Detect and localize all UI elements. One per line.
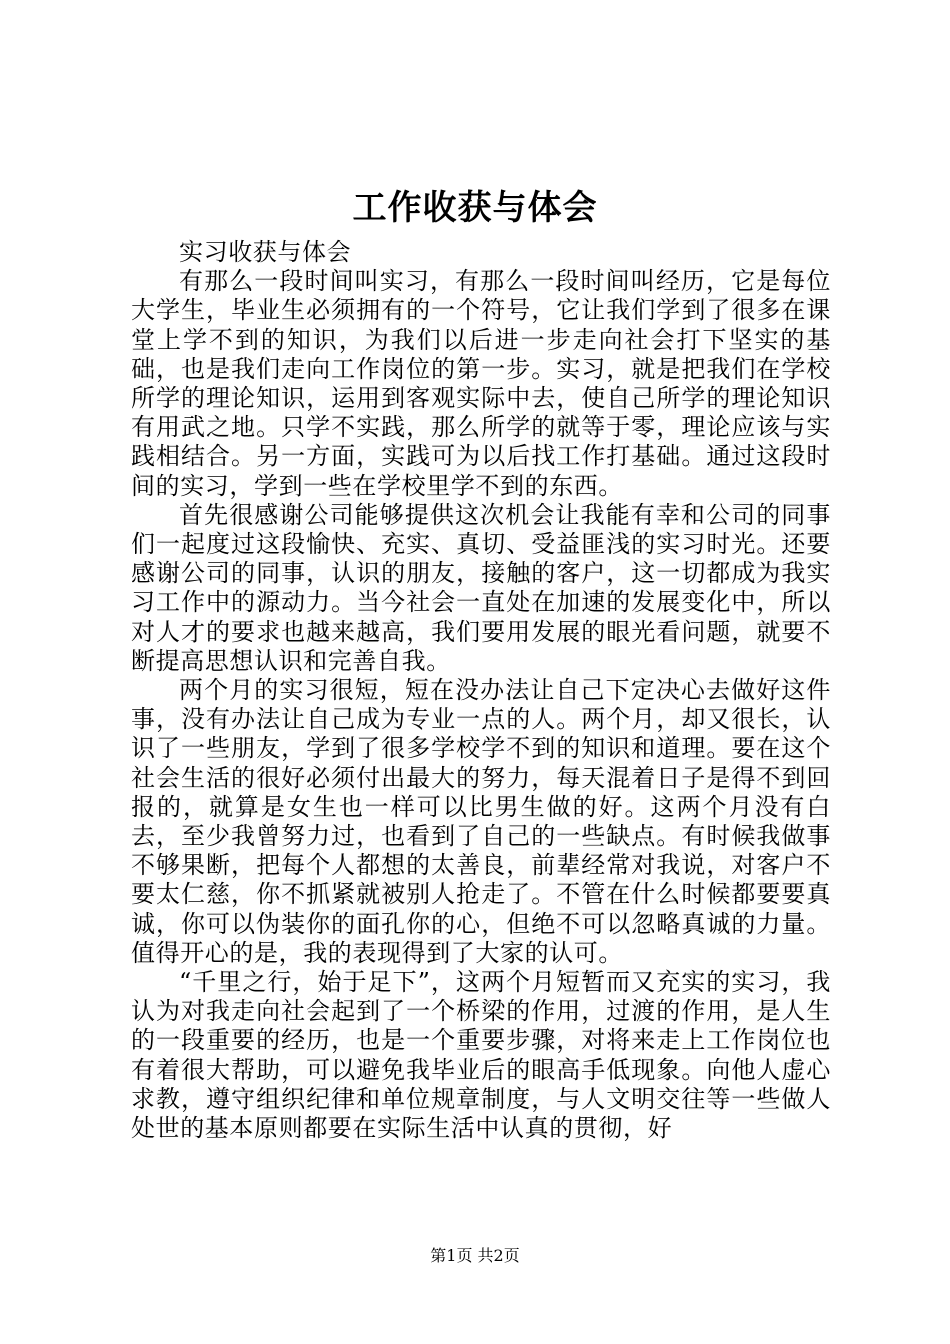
page-footer: 第1页 共2页 [430,1246,520,1265]
document-subtitle: 实习收获与体会 [179,238,352,266]
paragraph-3: 两个月的实习很短，短在没办法让自己下定决心去做好这件事，没有办法让自己成为专业一点的人。两个月，却又很长，认识了一些朋友，学到了很多学校学不到的知识和道理。要在这个社会生活的很好必须付出最大的努力，每天混着日子是得不到回报的，就算是女生也一样可以比男生做的好。这两个月没有白去，至少我曾努力过，也看到了自己的一些缺点。有时候我做事不够果断，把每个人都想的太善良，前辈经常对我说，对客户不要太仁慈，你不抓紧就被别人抢走了。不管在什么时候都要要真诚，你可以伪装你的面孔你的心，但绝不可以忽略真诚的力量。值得开心的是，我的表现得到了大家的认可。 [131,676,831,967]
document-body [131,238,831,1143]
paragraph-4: “千里之行，始于足下”，这两个月短暂而又充实的实习，我认为对我走向社会起到了一个桥梁的作用，过渡的作用，是人生的一段重要的经历，也是一个重要步骤，对将来走上工作岗位也有着很大帮助，可以避免我毕业后的眼高手低现象。向他人虚心求教，遵守组织纪律和单位规章制度，与人文明交往等一些做人处世的基本原则都要在实际生活中认真的贯彻，好 [131,968,831,1143]
paragraph-2: 首先很感谢公司能够提供这次机会让我能有幸和公司的同事们一起度过这段愉快、充实、真切、受益匪浅的实习时光。还要感谢公司的同事，认识的朋友，接触的客户，这一切都成为我实习工作中的源动力。当今社会一直处在加速的发展变化中，所以对人才的要求也越来越高，我们要用发展的眼光看问题，就要不断提高思想认识和完善自我。 [131,500,831,675]
paragraph-1: 有那么一段时间叫实习，有那么一段时间叫经历，它是每位大学生，毕业生必须拥有的一个符号，它让我们学到了很多在课堂上学不到的知识，为我们以后进一步走向社会打下坚实的基础，也是我们走向工作岗位的第一步。实习，就是把我们在学校所学的理论知识，运用到客观实际中去，使自己所学的理论知识有用武之地。只学不实践，那么所学的就等于零，理论应该与实践相结合。另一方面，实践可为以后找工作打基础。通过这段时间的实习，学到一些在学校里学不到的东西。 [131,267,831,500]
document-title: 工作收获与体会 [352,188,598,228]
